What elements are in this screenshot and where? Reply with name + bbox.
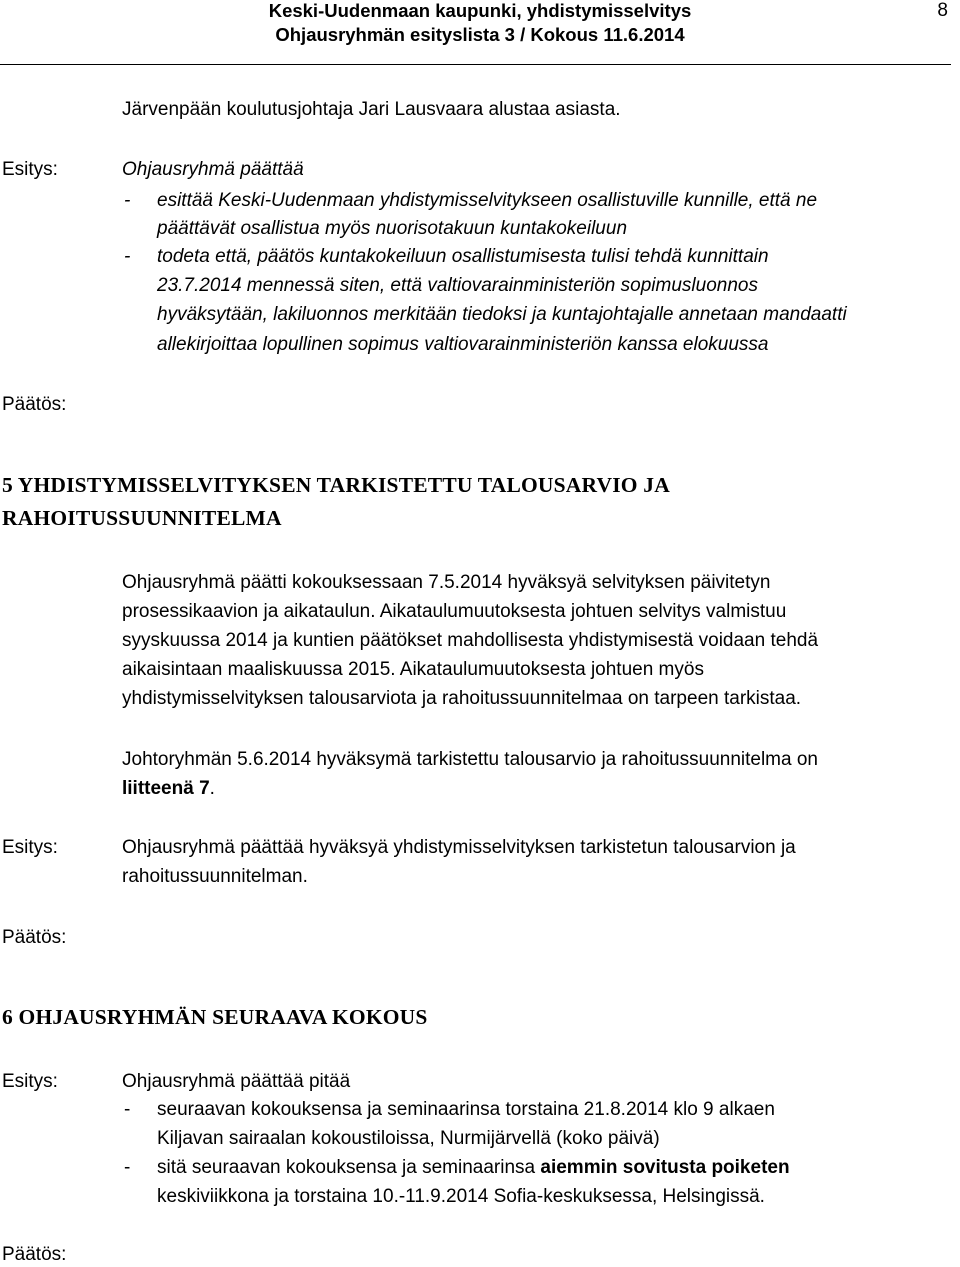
esitys-title: Ohjausryhmä päättää pitää xyxy=(122,1071,351,1092)
paragraph-line: Ohjausryhmä päätti kokouksessaan 7.5.2014 hyväksyä selvityksen päivitetyn xyxy=(122,572,771,593)
esitys-text: Ohjausryhmä päättää hyväksyä yhdistymisselvityksen tarkistetun talousarvion ja xyxy=(122,837,796,858)
bullet-line: keskiviikkona ja torstaina 10.-11.9.2014 Sofia-keskuksessa, Helsingissä. xyxy=(157,1186,765,1207)
bullet-dash: - xyxy=(124,1157,131,1178)
emphasis-text: aiemmin sovitusta poiketen xyxy=(540,1157,790,1178)
paragraph-line: yhdistymisselvityksen talousarviota ja rahoitussuunnitelmaa on tarpeen tarkistaa. xyxy=(122,688,802,709)
section-heading: 6 OHJAUSRYHMÄN SEURAAVA KOKOUS xyxy=(2,1005,428,1029)
bullet-line xyxy=(157,1155,790,1180)
bullet-line: päättävät osallistua myös nuorisotakuun kuntakokeiluun xyxy=(157,218,628,239)
bullet-dash: - xyxy=(124,190,131,211)
paatos-label: Päätös: xyxy=(2,394,67,415)
header-subtitle: Ohjausryhmän esityslista 3 / Kokous 11.6.2014 xyxy=(275,24,685,45)
bullet-text: sitä seuraavan kokouksensa ja seminaarinsa xyxy=(157,1157,541,1178)
bullet-dash: - xyxy=(124,246,131,267)
header-title: Keski-Uudenmaan kaupunki, yhdistymisselvitys xyxy=(268,0,692,21)
attachment-reference: liitteenä 7 xyxy=(122,778,210,799)
section-heading: RAHOITUSSUUNNITELMA xyxy=(2,506,282,530)
bullet-line: seuraavan kokouksensa ja seminaarinsa torstaina 21.8.2014 klo 9 alkaen xyxy=(157,1099,775,1120)
bullet-line: 23.7.2014 mennessä siten, että valtiovarainministeriön sopimusluonnos xyxy=(157,275,758,296)
bullet-line: todeta että, päätös kuntakokeiluun osallistumisesta tulisi tehdä kunnittain xyxy=(157,246,769,267)
esitys-text: rahoitussuunnitelman. xyxy=(122,866,308,887)
esitys-title: Ohjausryhmä päättää xyxy=(122,159,304,180)
sentence-end: . xyxy=(209,778,215,799)
section-heading: 5 YHDISTYMISSELVITYKSEN TARKISTETTU TALOUSARVIO JA xyxy=(2,473,670,497)
paatos-label: Päätös: xyxy=(2,927,67,948)
bullet-line: allekirjoittaa lopullinen sopimus valtiovarainministeriön kanssa elokuussa xyxy=(157,334,769,355)
intro-text: Järvenpään koulutusjohtaja Jari Lausvaara alustaa asiasta. xyxy=(122,99,621,120)
esitys-label: Esitys: xyxy=(2,1071,58,1092)
page-number: 8 xyxy=(937,0,948,21)
paragraph-line xyxy=(122,776,215,801)
paragraph-line: syyskuussa 2014 ja kuntien päätökset mahdollisesta yhdistymisestä voidaan tehdä xyxy=(122,630,819,651)
paragraph-line: Johtoryhmän 5.6.2014 hyväksymä tarkistettu talousarvio ja rahoitussuunnitelma on xyxy=(122,749,818,770)
paragraph-line: prosessikaavion ja aikataulun. Aikataulumuutoksesta johtuen selvitys valmistuu xyxy=(122,601,787,622)
esitys-label: Esitys: xyxy=(2,837,58,858)
paragraph-line: aikaisintaan maaliskuussa 2015. Aikataulumuutoksesta johtuen myös xyxy=(122,659,704,680)
esitys-label: Esitys: xyxy=(2,159,58,180)
header-divider xyxy=(0,64,951,65)
paatos-label: Päätös: xyxy=(2,1244,67,1265)
bullet-dash: - xyxy=(124,1099,131,1120)
bullet-line: Kiljavan sairaalan kokoustiloissa, Nurmijärvellä (koko päivä) xyxy=(157,1128,660,1149)
bullet-line: esittää Keski-Uudenmaan yhdistymisselvitykseen osallistuville kunnille, että ne xyxy=(157,190,818,211)
bullet-line: hyväksytään, lakiluonnos merkitään tiedoksi ja kuntajohtajalle annetaan mandaatti xyxy=(157,304,847,325)
